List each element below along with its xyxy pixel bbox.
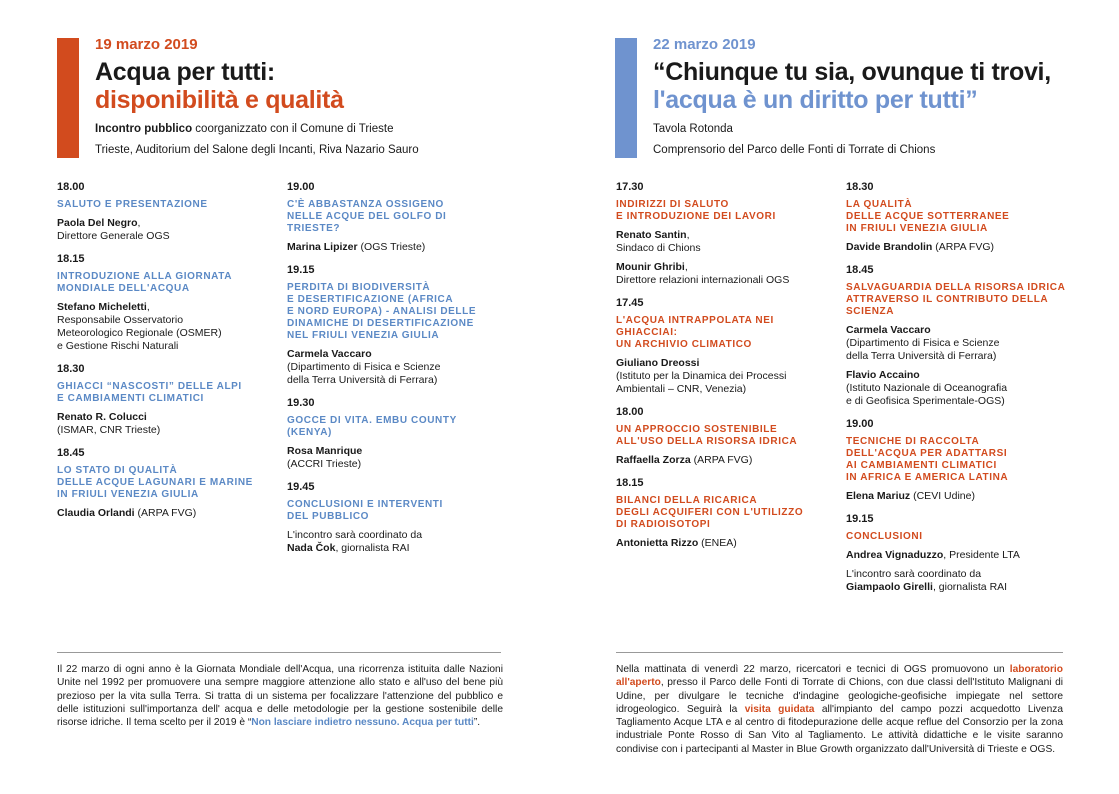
- program-time: 17.30: [616, 181, 644, 193]
- left-program-column-1: [57, 181, 272, 530]
- program-item: [57, 253, 272, 353]
- speaker-entry: Giuliano Dreossi (Istituto per la Dinamica dei Processi Ambientali – CNR, Venezia): [616, 357, 787, 395]
- program-topic: CONCLUSIONI: [846, 531, 923, 542]
- left-accent-bar: [57, 38, 79, 158]
- speaker-entry: Flavio Accaino (Istituto Nazionale di Oceanografia e di Geofisica Sperimentale-OGS): [846, 369, 1008, 407]
- program-topic: LA QUALITÀ DELLE ACQUE SOTTERRANEE IN FRIULI VENEZIA GIULIA: [846, 199, 1010, 234]
- speaker-entry: L'incontro sarà coordinato da Giampaolo Girelli, giornalista RAI: [846, 568, 1008, 593]
- program-item: [846, 181, 1071, 254]
- program-time: 19.00: [287, 181, 315, 193]
- right-footer-part-a: Nella mattinata di venerdì 22 marzo, ricercatori e tecnici di OGS promuovono un: [616, 664, 1010, 675]
- program-topic: GOCCE DI VITA. EMBU COUNTY (KENYA): [287, 415, 457, 438]
- right-footer-highlight-2: visita guidata: [744, 703, 815, 715]
- program-time: 19.15: [846, 513, 874, 525]
- program-item: [287, 181, 502, 254]
- program-speakers: [846, 549, 1071, 594]
- speaker-name: Renato Santin: [616, 229, 687, 241]
- speaker-entry: Marina Lipizer (OGS Trieste): [287, 241, 426, 253]
- program-speakers: [287, 445, 502, 471]
- left-subtitle-rest: coorganizzato con il Comune di Trieste: [192, 123, 394, 135]
- speaker-entry: L'incontro sarà coordinato da Nada Čok, giornalista RAI: [287, 529, 423, 554]
- right-divider: [616, 652, 1063, 653]
- speaker-entry: Andrea Vignaduzzo, Presidente LTA: [846, 549, 1020, 561]
- right-program-column-1: [616, 181, 836, 560]
- speaker-entry: Claudia Orlandi (ARPA FVG): [57, 507, 197, 519]
- program-topic: L'ACQUA INTRAPPOLATA NEI GHIACCIAI: UN ARCHIVIO CLIMATICO: [616, 315, 774, 350]
- program-topic: SALVAGUARDIA DELLA RISORSA IDRICA ATTRAVERSO IL CONTRIBUTO DELLA SCIENZA: [846, 282, 1066, 317]
- program-speakers: [57, 411, 272, 437]
- speaker-name: Rosa Manrique: [287, 445, 363, 457]
- program-item: [616, 477, 836, 550]
- program-speakers: [616, 537, 836, 550]
- speaker-entry: Elena Mariuz (CEVI Udine): [846, 490, 975, 502]
- program-topic: CONCLUSIONI E INTERVENTI DEL PUBBLICO: [287, 499, 443, 522]
- program-topic: INTRODUZIONE ALLA GIORNATA MONDIALE DELL'ACQUA: [57, 271, 233, 294]
- left-subtitle-bold: Incontro pubblico: [95, 123, 193, 135]
- program-topic: C'È ABBASTANZA OSSIGENO NELLE ACQUE DEL GOLFO DI TRIESTE?: [287, 199, 447, 234]
- program-time: 18.30: [57, 363, 85, 375]
- speaker-name: Mounir Ghribi: [616, 261, 685, 273]
- program-time: 19.30: [287, 397, 315, 409]
- speaker-name: Renato R. Colucci: [57, 411, 147, 423]
- speaker-name: Carmela Vaccaro: [287, 348, 372, 360]
- speaker-name: Elena Mariuz: [846, 490, 911, 502]
- program-time: 18.00: [57, 181, 85, 193]
- program-item: [287, 481, 502, 555]
- program-speakers: [616, 454, 836, 467]
- left-divider: [57, 652, 501, 653]
- speaker-entry: Renato Santin, Sindaco di Chions: [616, 229, 701, 254]
- program-speakers: [287, 241, 502, 254]
- speaker-name: Giuliano Dreossi: [616, 357, 700, 369]
- program-topic: SALUTO E PRESENTAZIONE: [57, 199, 208, 210]
- program-item: [287, 397, 502, 471]
- right-program-column-2: [846, 181, 1071, 604]
- speaker-entry: Rosa Manrique (ACCRI Trieste): [287, 445, 363, 470]
- speaker-name: Stefano Micheletti: [57, 301, 147, 313]
- program-speakers: [287, 529, 502, 555]
- right-title-line2: l'acqua è un diritto per tutti”: [653, 86, 978, 114]
- speaker-entry: Antonietta Rizzo (ENEA): [616, 537, 737, 549]
- left-subtitle-2: Trieste, Auditorium del Salone degli Incanti, Riva Nazario Sauro: [95, 144, 419, 156]
- program-item: [616, 297, 836, 396]
- program-item: [57, 363, 272, 437]
- program-item: [57, 447, 272, 520]
- right-title-line1: “Chiunque tu sia, ovunque ti trovi,: [653, 58, 1051, 86]
- right-footer-part-b: , presso il Parco delle Fonti di Torrate di Chions, con due classi dell'Istituto Malignani di Udine, per divulgare le tecniche d'indagine geologiche-geofisiche impiegate nel settore idrogeologico. Seguirà la: [616, 677, 1063, 715]
- speaker-entry: Mounir Ghribi, Direttore relazioni internazionali OGS: [616, 261, 790, 286]
- right-date: 22 marzo 2019: [653, 36, 756, 53]
- speaker-name: Marina Lipizer: [287, 241, 358, 253]
- speaker-name: Davide Brandolin: [846, 241, 933, 253]
- left-footer-body: Il 22 marzo di ogni anno è la Giornata Mondiale dell'Acqua, una ricorrenza istituita dalle Nazioni Unite nel 1992 per promuovere una sempre maggiore attenzione allo stato e all'uso del bene più prezioso per la vita sulla Terra. Si tratta di un sistema per focalizzare l'attenzione del pubblico e delle istituzioni sull'importanza dell' acqua e delle metodologie per la gestione sostenibile delle risorse idriche. Il tema scelto per il 2019 è “: [57, 664, 503, 729]
- program-speakers: [616, 229, 836, 287]
- left-footer-highlight: Non lasciare indietro nessuno. Acqua per tutti: [251, 717, 474, 729]
- program-topic: LO STATO DI QUALITÀ DELLE ACQUE LAGUNARI E MARINE IN FRIULI VENEZIA GIULIA: [57, 465, 253, 500]
- left-title-line1: Acqua per tutti:: [95, 58, 275, 86]
- speaker-name: Claudia Orlandi: [57, 507, 135, 519]
- right-footer-text: [616, 663, 1063, 756]
- program-time: 18.15: [616, 477, 644, 489]
- program-time: 18.15: [57, 253, 85, 265]
- speaker-name: Andrea Vignaduzzo: [846, 549, 944, 561]
- right-footer-part-c: all'impianto del campo pozzi acquedotto Livenza Tagliamento Acque LTA e al centro di fitodepurazione delle acque reflue del Consorzio per la zona industriale Ponte Rosso di San Vito al Tagliamento. Le attività didattiche e le visite saranno condivise con i partecipanti al Master in Blue Growth organizzato dall'Università di Trieste e OGS.: [616, 703, 1063, 755]
- program-topic: INDIRIZZI DI SALUTO E INTRODUZIONE DEI LAVORI: [616, 199, 776, 222]
- speaker-entry: Raffaella Zorza (ARPA FVG): [616, 454, 753, 466]
- program-topic: BILANCI DELLA RICARICA DEGLI ACQUIFERI CON L'UTILIZZO DI RADIOISOTOPI: [616, 495, 804, 530]
- program-topic: PERDITA DI BIODIVERSITÀ E DESERTIFICAZIONE (AFRICA E NORD EUROPA) - ANALISI DELLE DINAMICHE DI DESERTIFICAZIONE NEL FRIULI VENEZIA GIULIA: [287, 282, 477, 341]
- speaker-entry: Stefano Micheletti, Responsabile Osservatorio Meteorologico Regionale (OSMER) e Gestione Rischi Naturali: [57, 301, 222, 352]
- speaker-name: Paola Del Negro: [57, 217, 138, 229]
- program-speakers: [57, 217, 272, 243]
- speaker-entry: Carmela Vaccaro (Dipartimento di Fisica e Scienze della Terra Università di Ferrara): [287, 348, 441, 386]
- program-time: 19.00: [846, 418, 874, 430]
- left-date: 19 marzo 2019: [95, 36, 198, 53]
- right-subtitle-2: Comprensorio del Parco delle Fonti di Torrate di Chions: [653, 144, 936, 156]
- program-speakers: [846, 324, 1071, 408]
- program-item: [846, 418, 1071, 503]
- program-item: [616, 181, 836, 287]
- program-item: [287, 264, 502, 387]
- program-item: [846, 513, 1071, 594]
- program-time: 17.45: [616, 297, 644, 309]
- program-item: [846, 264, 1071, 408]
- program-item: [616, 406, 836, 467]
- speaker-name: Giampaolo Girelli: [846, 581, 933, 593]
- left-footer-end: ”.: [473, 717, 481, 729]
- program-time: 18.00: [616, 406, 644, 418]
- program-time: 18.45: [846, 264, 874, 276]
- speaker-name: Flavio Accaino: [846, 369, 920, 381]
- left-program-column-2: [287, 181, 502, 565]
- speaker-entry: Carmela Vaccaro (Dipartimento di Fisica e Scienze della Terra Università di Ferrara): [846, 324, 1000, 362]
- program-time: 18.45: [57, 447, 85, 459]
- right-subtitle-1: Tavola Rotonda: [653, 123, 733, 135]
- program-speakers: [287, 348, 502, 387]
- speaker-name: Antonietta Rizzo: [616, 537, 699, 549]
- speaker-entry: Davide Brandolin (ARPA FVG): [846, 241, 995, 253]
- speaker-name: Nada Čok: [287, 542, 336, 554]
- program-speakers: [846, 490, 1071, 503]
- program-speakers: [846, 241, 1071, 254]
- program-speakers: [57, 507, 272, 520]
- program-topic: GHIACCI “NASCOSTI” DELLE ALPI E CAMBIAMENTI CLIMATICI: [57, 381, 242, 404]
- right-footer-highlight-1: laboratorio all'aperto: [616, 664, 1063, 689]
- program-topic: UN APPROCCIO SOSTENIBILE ALL'USO DELLA RISORSA IDRICA: [616, 424, 798, 447]
- left-title-line2: disponibilità e qualità: [95, 86, 344, 114]
- program-speakers: [616, 357, 836, 396]
- speaker-name: Raffaella Zorza: [616, 454, 691, 466]
- speaker-name: Carmela Vaccaro: [846, 324, 931, 336]
- right-accent-bar: [615, 38, 637, 158]
- speaker-entry: Renato R. Colucci (ISMAR, CNR Trieste): [57, 411, 161, 436]
- program-topic: TECNICHE DI RACCOLTA DELL'ACQUA PER ADATTARSI AI CAMBIAMENTI CLIMATICI IN AFRICA E AMERICA LATINA: [846, 436, 1009, 483]
- program-speakers: [57, 301, 272, 353]
- program-time: 18.30: [846, 181, 874, 193]
- left-footer-text: [57, 663, 503, 729]
- program-item: [57, 181, 272, 243]
- left-subtitle-1: [95, 122, 393, 136]
- speaker-entry: Paola Del Negro, Direttore Generale OGS: [57, 217, 170, 242]
- program-time: 19.45: [287, 481, 315, 493]
- program-time: 19.15: [287, 264, 315, 276]
